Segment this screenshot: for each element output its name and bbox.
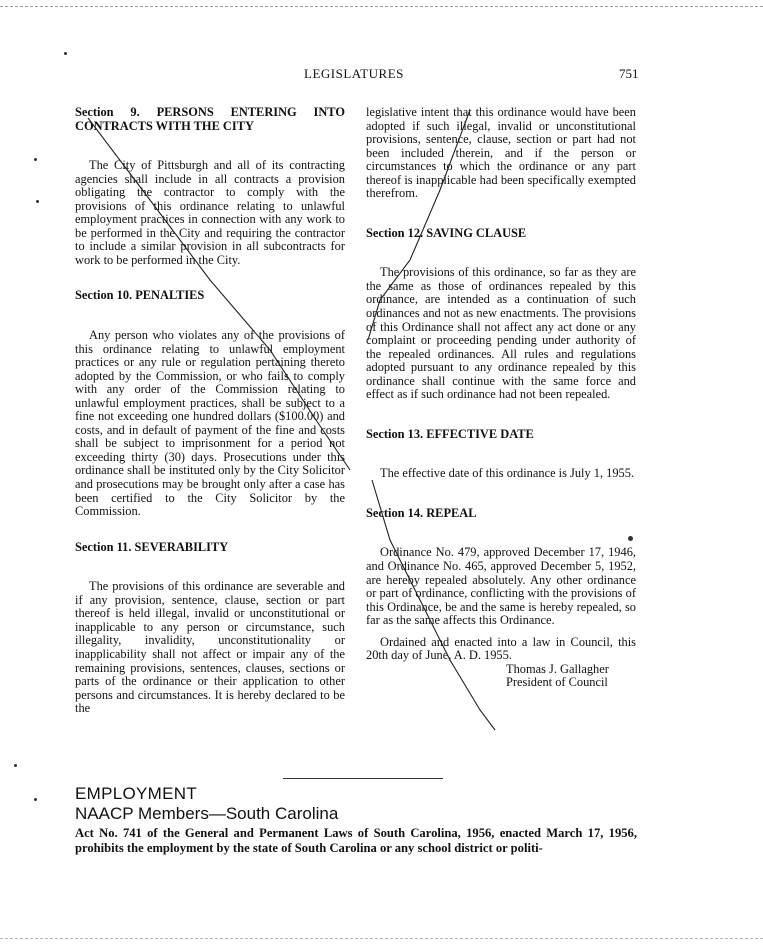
signatory-name: Thomas J. Gallagher	[506, 661, 609, 676]
section-11-body: The provisions of this ordinance are severable and if any provision, sentence, clause, section or part thereof is held illegal, invalid or unconstitutional or inapplicable to any person or circumstance, such illegality, invalidity, unconstitutionality or inapplicability shall not affect or impair any of the remaining provisions, sentences, clauses, sections or parts of the ordinance or their application to other persons and circumstances. It is hereby declared to be the	[75, 579, 345, 716]
signatory-title: President of Council	[506, 675, 608, 690]
section-12-heading: Section 12. SAVING CLAUSE	[366, 225, 527, 240]
section-10-heading: Section 10. PENALTIES	[75, 288, 205, 303]
running-head: LEGISLATURES	[304, 66, 404, 81]
section-12-body: The provisions of this ordinance, so far as they are the same as those of ordinances repealed by this ordinance, are intended as a continuation of such ordinances and not as new enactments. The provisions of this Ordinance shall not affect any act done or any complaint or proceeding pending under authority of the repealed ordinances. All rules and regulations adopted pursuant to any ordinance repealed by this ordinance shall continue with the same force and effect as if such ordinance had not been repealed.	[366, 265, 636, 402]
margin-speck	[14, 764, 17, 767]
margin-speck	[36, 200, 39, 203]
ordained-clause: Ordained and enacted into a law in Council, this 20th day of June, A. D. 1955.	[366, 634, 636, 663]
margin-speck	[628, 536, 633, 541]
section-9-heading: Section 9. PERSONS ENTERING INTO CONTRACTS WITH THE CITY	[75, 105, 345, 133]
page-bottom-edge	[0, 938, 763, 939]
margin-speck	[34, 798, 37, 801]
right-column	[366, 106, 636, 690]
section-11-continuation: legislative intent that this ordinance would have been adopted if such illegal, invalid or unconstitutional provisions, sentence, clause, section or part had not been included therein, and if the person or circumstances to which the ordinance or any part thereof is inapplicable had been specifically exempted therefrom.	[366, 105, 636, 201]
section-14-heading: Section 14. REPEAL	[366, 505, 477, 520]
section-13-body: The effective date of this ordinance is July 1, 1955.	[380, 466, 635, 481]
page-top-edge	[0, 6, 763, 7]
page-number: 751	[619, 66, 639, 81]
section-9-body: The City of Pittsburgh and all of its contracting agencies shall include in all contracts a provision obligating the contractor to comply with the provisions of this ordinance relating to unlawful employment practices in connection with any work to be performed in the City and requiring the contractor to include a similar provision in all subcontracts for work to be performed in the City.	[75, 158, 345, 267]
margin-speck	[64, 52, 67, 55]
section-subtitle: NAACP Members—South Carolina	[75, 804, 339, 823]
section-13-heading: Section 13. EFFECTIVE DATE	[366, 426, 534, 441]
section-title: EMPLOYMENT	[75, 784, 198, 803]
signature-block	[366, 663, 636, 690]
margin-speck	[34, 158, 37, 161]
left-column	[75, 106, 345, 716]
section-divider	[283, 778, 443, 779]
act-intro-paragraph: Act No. 741 of the General and Permanent Laws of South Carolina, 1956, enacted March 17, 1956, prohibits the employment by the state of South Carolina or any school district or politi-	[75, 826, 637, 855]
section-14-body: Ordinance No. 479, approved December 17, 1946, and Ordinance No. 465, approved December 5, 1952, are hereby repealed absolutely. Any other ordinance or part of ordinance, conflicting with the provisions of this Ordinance, be and the same is hereby repealed, so far as the same affects this Ordinance.	[366, 545, 636, 628]
section-11-heading: Section 11. SEVERABILITY	[75, 539, 229, 554]
section-10-body: Any person who violates any of the provisions of this ordinance relating to unlawful employment practices or any rule or regulation pertaining thereto adopted by the Commission, or who fails to comply with any order of the Commission relating to unlawful employment practices, shall be subject to a fine not exceeding one hundred dollars ($100.00) and costs, and in default of payment of the fine and costs shall be subject to imprisonment for a period not exceeding thirty (30) days. Prosecutions under this ordinance shall be instituted only by the City Solicitor and prosecutions may be brought only after a case has been certified to the City Solicitor by the Commission.	[75, 328, 345, 519]
